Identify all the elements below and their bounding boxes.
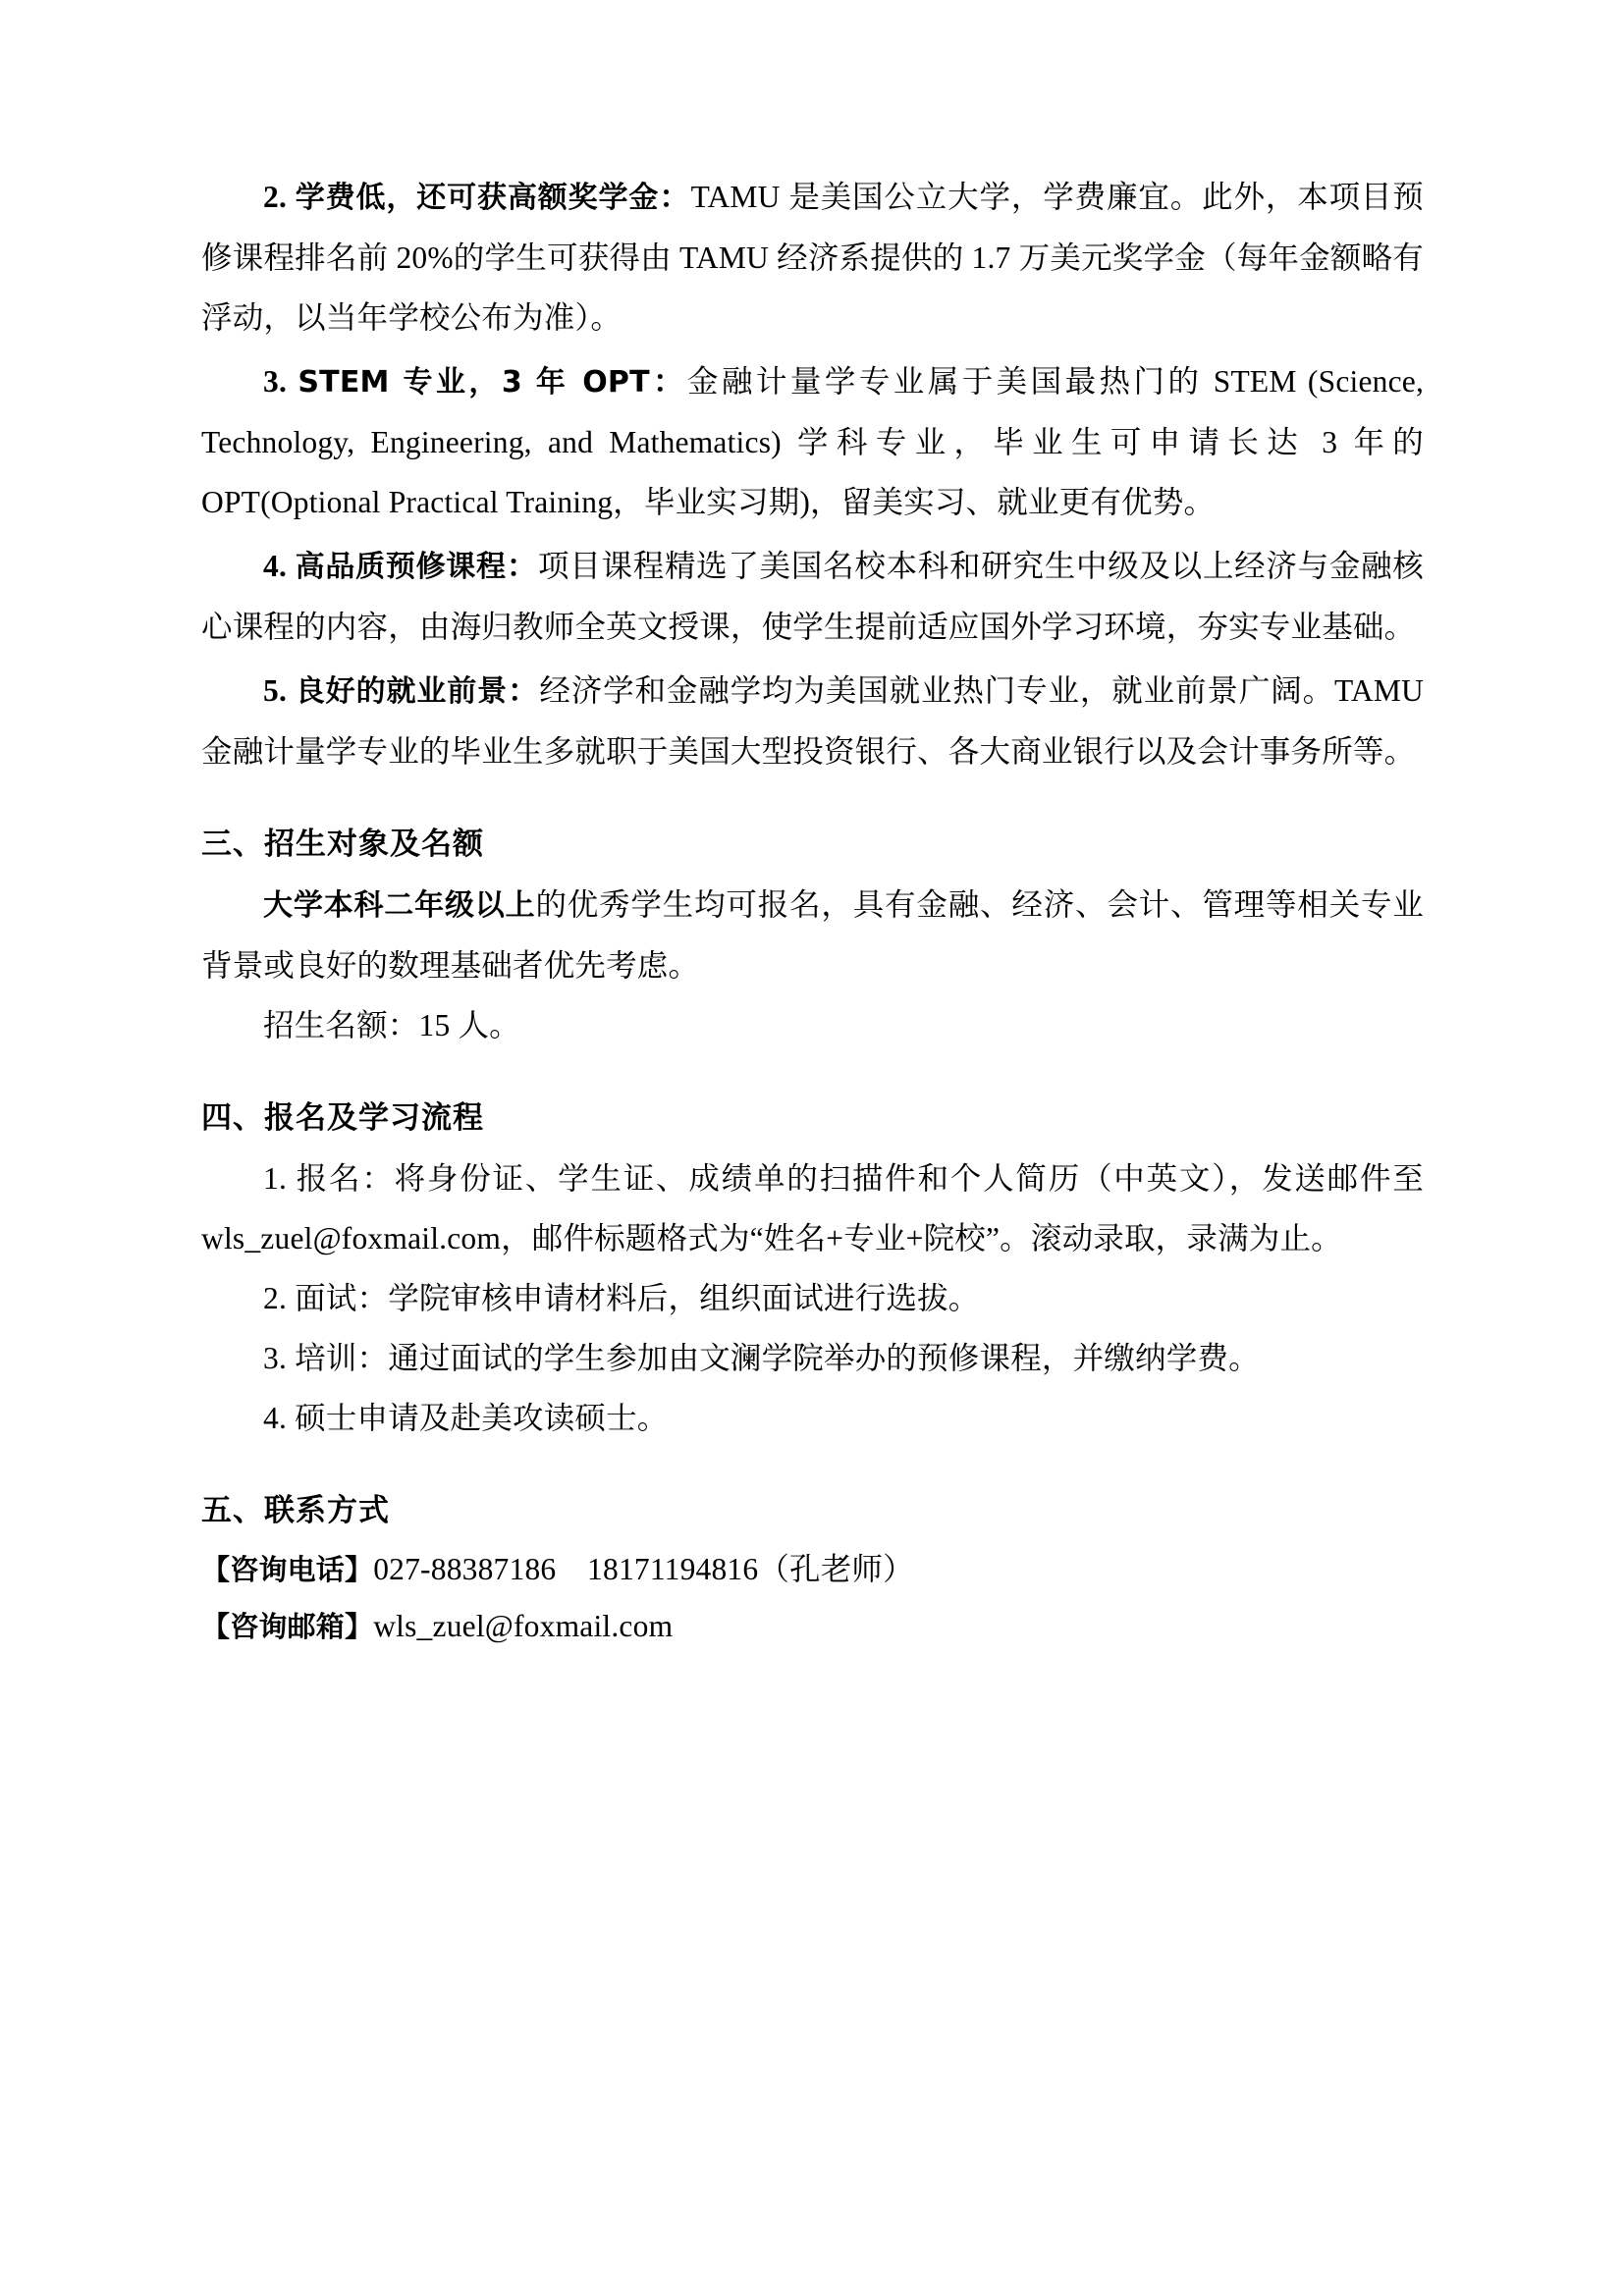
- benefit-item-5: [201, 661, 1424, 781]
- benefit-4-body: 项目课程精选了美国名校本科和研究生中级及以上经济与金融核心课程的内容，由海归教师全英文授课，使学生提前适应国外学习环境，夯实专业基础。: [201, 549, 1424, 644]
- process-step-2-text: 面试：学院审核申请材料后，组织面试进行选拔。: [295, 1281, 980, 1315]
- application-email-link[interactable]: wls_zuel@foxmail.com: [201, 1221, 502, 1255]
- benefit-5-title: 良好的就业前景: [295, 674, 508, 709]
- eligibility-highlight: 大学本科二年级以上: [263, 888, 536, 923]
- spacer: [201, 781, 1424, 815]
- benefit-item-2: [201, 167, 1424, 347]
- contact-email-address[interactable]: wls_zuel@foxmail.com: [373, 1609, 674, 1643]
- benefit-2-number: 2.: [263, 180, 296, 214]
- benefit-5-number: 5.: [263, 673, 296, 708]
- benefit-3-number: 3.: [263, 364, 298, 399]
- eligibility-text: 的优秀学生均可报名，具有金融、经济、会计、管理等相关专业背景或良好的数理基础者优先考虑。: [201, 887, 1424, 983]
- section-heading-three: 三、招生对象及名额: [201, 827, 484, 862]
- process-step-2-number: 2.: [263, 1281, 296, 1315]
- process-step-1-text-before: 报名：将身份证、学生证、成绩单的扫描件和个人简历（中英文），发送邮件至: [296, 1161, 1424, 1196]
- benefit-4-number: 4.: [263, 549, 296, 583]
- contact-person-name: （孔老师）: [758, 1552, 914, 1586]
- contact-landline-number[interactable]: 027-88387186: [373, 1552, 557, 1586]
- process-step-3-number: 3.: [263, 1341, 296, 1375]
- process-step-4-number: 4.: [263, 1401, 296, 1435]
- process-step-1-number: 1.: [263, 1161, 297, 1196]
- benefit-3-body: 金融计量学专业属于美国最热门的 STEM (Science, Technology, Engineering, and Mathematics) 学科专业，毕业生可申请长达 3 年的 OPT(Optional Practical Training，毕业实习期)，留美实习、就业更有优势。: [201, 364, 1425, 519]
- process-step-2: [201, 1268, 1424, 1328]
- benefit-5-colon: ：: [507, 673, 540, 708]
- section-heading-four: 四、报名及学习流程: [201, 1100, 484, 1136]
- eligibility-paragraph: [201, 875, 1424, 995]
- contact-phone-line: [201, 1541, 1424, 1598]
- process-step-1-text-after: ，邮件标题格式为“姓名+专业+院校”。滚动录取，录满为止。: [501, 1221, 1342, 1255]
- contact-email-label: 【咨询邮箱】: [201, 1610, 374, 1643]
- spacer: [201, 1055, 1424, 1089]
- benefit-3-title: STEM 专业，3 年 OPT: [298, 365, 650, 400]
- benefit-3-colon: ：: [649, 364, 688, 399]
- benefit-2-title: 学费低，还可获高额奖学金: [295, 181, 660, 215]
- process-step-3: [201, 1328, 1424, 1388]
- spacer: [201, 1448, 1424, 1481]
- process-step-4: [201, 1388, 1424, 1448]
- page-content: [201, 167, 1424, 1655]
- process-step-4-text: 硕士申请及赴美攻读硕士。: [295, 1401, 669, 1435]
- process-step-3-text: 培训：通过面试的学生参加由文澜学院举办的预修课程，并缴纳学费。: [295, 1341, 1260, 1375]
- benefit-5-body: 经济学和金融学均为美国就业热门专业，就业前景广阔。TAMU 金融计量学专业的毕业生多就职于美国大型投资银行、各大商业银行以及会计事务所等。: [201, 673, 1424, 769]
- benefit-4-title: 高品质预修课程: [295, 550, 507, 584]
- benefit-4-colon: ：: [506, 549, 539, 583]
- contact-phone-spacer: [556, 1552, 587, 1586]
- benefit-item-3: [201, 351, 1424, 532]
- benefit-item-4: [201, 536, 1424, 657]
- section-heading-five: 五、联系方式: [201, 1493, 390, 1528]
- benefit-2-body: TAMU 是美国公立大学，学费廉宜。此外，本项目预修课程排名前 20%的学生可获得由 TAMU 经济系提供的 1.7 万美元奖学金（每年金额略有浮动，以当年学校公布为准）。: [201, 180, 1425, 335]
- contact-phone-label: 【咨询电话】: [201, 1553, 374, 1586]
- contact-mobile-number[interactable]: 18171194816: [587, 1552, 759, 1586]
- benefit-2-colon: ：: [659, 180, 691, 214]
- quota-paragraph: 招生名额：15 人。: [263, 1008, 520, 1042]
- process-step-1: [201, 1148, 1424, 1268]
- contact-email-line: [201, 1598, 1424, 1655]
